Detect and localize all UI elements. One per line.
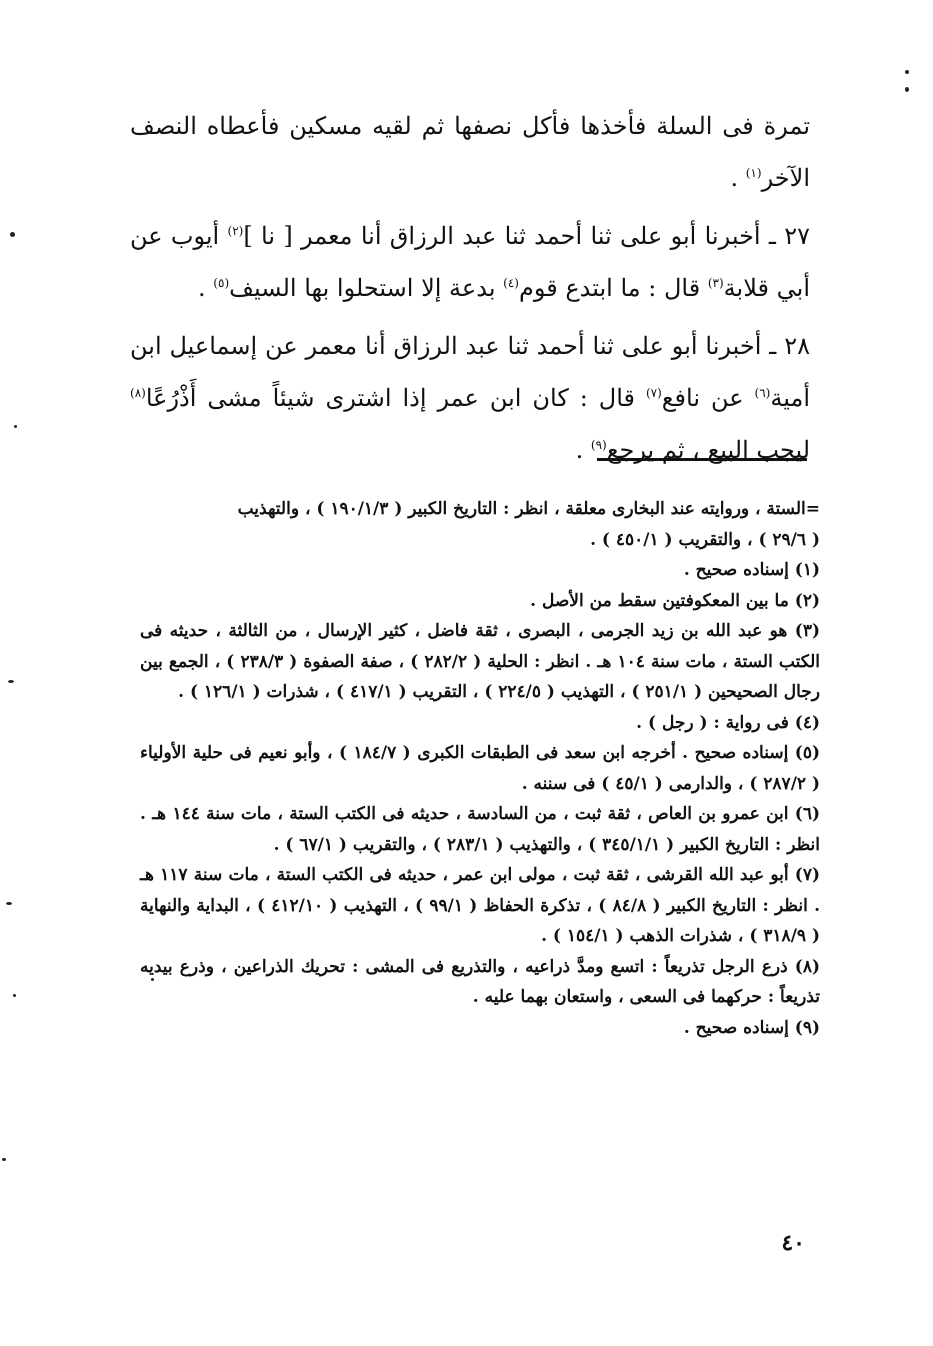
footnote: [140, 1013, 820, 1044]
footnote-line: (٢) ما بين المعكوفتين سقط من الأصل .: [530, 590, 820, 611]
footnote-marker[interactable]: (١): [745, 166, 762, 180]
text-run: الآخر: [761, 164, 810, 192]
footnote-line: =الستة ، وروايته عند البخارى معلقة ، انظر : التاريخ الكبير ( ١٩٠/١/٣ ) ، والتهذيب: [237, 499, 820, 519]
footnote: [140, 494, 820, 555]
footnote-line: (٥) إسناده صحيح . أخرجه ابن سعد فى الطبقات الكبرى ( ١٨٤/٧ ) ، وأبو نعيم فى: [229, 743, 821, 763]
footnote-separator: [597, 458, 807, 461]
footnote: [140, 586, 820, 617]
text-run: .: [730, 164, 746, 192]
scan-speck: [13, 994, 16, 997]
scan-speck: [14, 425, 17, 428]
scan-speck: [905, 70, 909, 74]
page-number: ٤٠: [781, 1230, 805, 1256]
text-run: عن نافع: [661, 384, 755, 412]
scan-speck: [10, 232, 15, 237]
footnote: [140, 738, 820, 799]
footnote-line: الصفوة ( ٢٣٨/٣ ) ، الجمع بين رجال الصحيحين ( ٢٥١/١ ) ، التهذيب: [140, 651, 820, 702]
footnote-line: ( ٤١٢/١٠ ) ، البداية والنهاية ( ٣١٨/٩ ) ، شذرات الذهب ( ١٥٤/١ ) .: [140, 895, 820, 946]
scan-speck: [151, 978, 154, 981]
text-run: قال : ما ابتدع قوم: [518, 274, 708, 302]
footnote-line: حلية الأولياء ( ٢٨٧/٢ ) ، والدارمى ( ٤٥/١ ) فى سننه .: [140, 743, 820, 794]
footnote-line: ١٤٤ هـ . انظر : التاريخ الكبير ( ٣٤٥/١/١ ) ، والتهذيب ( ٢٨٣/١ ) ، والتقريب: [140, 804, 820, 855]
footnote: [140, 860, 820, 952]
footnote-marker[interactable]: (٦): [754, 386, 771, 400]
footnote-marker[interactable]: (٢): [227, 224, 244, 238]
text-run: ٢٧ ـ أخبرنا أبو على ثنا أحمد ثنا عبد الرزاق أنا معمر [ نا ]: [243, 222, 811, 250]
footnote: [140, 799, 820, 860]
text-run: بدعة إلا استحلوا بها السيف: [229, 274, 504, 302]
footnote-line: (٤) فى رواية : ( رجل ) .: [636, 712, 820, 733]
footnote-marker[interactable]: (٣): [707, 276, 724, 290]
main-text: [130, 100, 810, 476]
scan-speck: [2, 1158, 6, 1161]
footnote: [140, 708, 820, 739]
footnote-line: (٩) إسناده صحيح .: [683, 1017, 820, 1038]
text-run: .: [198, 274, 214, 302]
paragraph: [130, 320, 810, 476]
footnote: [140, 555, 820, 586]
footnote-line: ( ٢٩/٦ ) ، والتقريب ( ٤٥٠/١ ) .: [590, 529, 820, 550]
footnote-marker[interactable]: (٨): [130, 386, 146, 400]
text-run: .: [575, 436, 591, 464]
footnote-line: (٧) أبو عبد الله القرشى ، ثقة ثبت ، مولى ابن عمر ، حديثه فى الكتب الستة ، مات سنة: [193, 865, 820, 885]
footnote-line: وذرع بيديه تذريعاً : حركهما فى السعى ، واستعان بهما عليه .: [140, 956, 820, 1007]
footnote-line: ( ٦٧/١ ) .: [273, 834, 347, 855]
footnote-marker[interactable]: (٤): [503, 276, 519, 290]
text-run: قال : كان ابن عمر إذا اشترى شيئاً مشى أَذْرُعًا: [145, 384, 646, 412]
text-run: تمرة فى السلة فأخذها فأكل نصفها ثم لقيه مسكين فأعطاه النصف: [130, 112, 810, 140]
footnote-marker[interactable]: (٥): [213, 276, 230, 290]
scan-speck: [8, 680, 14, 683]
footnote-line: (٦) ابن عمرو بن العاص ، ثقة ثبت ، من السادسة ، حديثه فى الكتب الستة ، مات سنة: [206, 804, 821, 824]
footnote-marker[interactable]: (٧): [645, 386, 662, 400]
text-run: ليجب البيع ، ثم يرجع: [606, 436, 810, 464]
footnote: [140, 952, 820, 1013]
text-run: أيوب عن أبي قلابة: [130, 222, 810, 302]
footnote-line: (٨) ذرع الرجل تذريعاً : اتسع ومدَّ ذراعيه ، والتذريع فى المشى : تحريك الذراعين ،: [221, 956, 821, 977]
text-run: ٢٨ ـ أخبرنا أبو على ثنا أحمد ثنا عبد الرزاق أنا معمر عن إسماعيل ابن أمية: [130, 332, 810, 412]
paragraph: [130, 100, 810, 204]
footnote-line: (١) إسناده صحيح .: [683, 560, 820, 580]
paragraph: [130, 210, 810, 314]
scan-speck: [905, 87, 909, 92]
footnote-line: حديثه فى الكتب الستة ، مات سنة ١٠٤ هـ . انظر : الحلية ( ٢٨٢/٢ ) ، صفة: [140, 621, 821, 672]
footnotes: [140, 494, 820, 1043]
footnote-line: ( ٢٢٤/٥ ) ، التقريب ( ٤١٧/١ ) ، شذرات ( ١٢٦/١ ) .: [178, 682, 555, 702]
footnote-line: ١١٧ هـ . انظر : التاريخ الكبير ( ٨٤/٨ ) ، تذكرة الحفاظ ( ٩٩/١ ) ، التهذيب: [140, 865, 820, 916]
footnote: [140, 616, 820, 708]
footnote-marker[interactable]: (٩): [590, 438, 607, 452]
scan-speck: [6, 902, 12, 905]
footnote-line: (٣) هو عبد الله بن زيد الجرمى ، البصرى ، ثقة فاضل ، كثير الإرسال ، من الثالثة ،: [215, 621, 821, 641]
